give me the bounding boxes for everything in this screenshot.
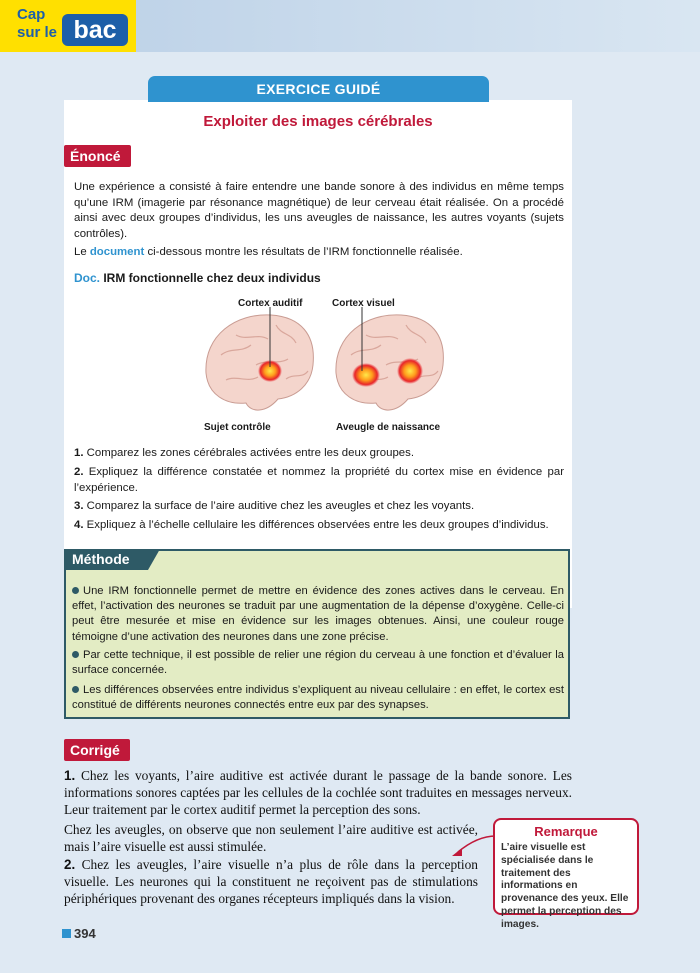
question-number: 2.: [74, 466, 84, 478]
enonce-intro: Une expérience a consisté à faire entendre une bande sonore à des individus en même temps qu’une IRM (imagerie par résonance magnétique) de leur cerveau était réalisée. On a procédé ainsi avec deux groupes d’individus, les uns aveugles de naissance, les autres voyants (sujets contrôles).: [74, 181, 564, 240]
doc-sentence-after: ci-dessous montre les résultats de l’IRM fonctionnelle réalisée.: [144, 246, 463, 258]
methode-text: Les différences observées entre individus s’expliquent au niveau cellulaire : en effet, le cortex est constitué de différents neurones connectés entre eux par des synapses.: [72, 684, 564, 712]
methode-tag: Méthode: [64, 549, 148, 570]
question-3: [74, 499, 564, 515]
remark-arrow-icon: [448, 832, 498, 862]
corrige-tag: Corrigé: [64, 739, 130, 761]
brain-illustrations: [196, 295, 466, 438]
methode-text: Une IRM fonctionnelle permet de mettre en évidence des zones actives dans le cerveau. En effet, l’activation des neurones se traduit par une augmentation de la dépense d’oxygène. Celle-ci peut être mesurée et mise en évidence sur les images obtenues. Ainsi, une couleur rouge témoigne d’une activation des neurones dans une zone précise.: [72, 585, 564, 643]
remarque-title: Remarque: [534, 824, 598, 839]
remarque-box: [493, 818, 639, 930]
doc-sentence-before: Le: [74, 246, 90, 258]
label-cortex-auditif: Cortex auditif: [238, 298, 303, 309]
question-2: [74, 465, 564, 496]
caption-blind: Aveugle de naissance: [336, 422, 441, 433]
auditory-activation-right: [352, 363, 380, 387]
cap-sur-le-bac-logo: [0, 0, 136, 52]
question-text: Comparez la surface de l’aire auditive chez les aveugles et chez les voyants.: [83, 500, 475, 512]
bullet-icon: [72, 587, 79, 594]
corrige-paragraph-3: [64, 857, 478, 907]
enonce-tag: Énoncé: [64, 145, 131, 167]
label-cortex-visuel: Cortex visuel: [332, 298, 395, 309]
page-number-text: 394: [74, 926, 96, 941]
doc-title-text: IRM fonctionnelle chez deux individus: [100, 271, 321, 285]
irm-figure: [196, 295, 466, 438]
blind-brain: [336, 307, 443, 410]
page-square-icon: [62, 929, 71, 938]
methode-item-1: [72, 584, 564, 645]
page-number: [62, 926, 96, 941]
question-number: 4.: [74, 519, 84, 531]
question-text: Expliquez la différence constatée et nommez la propriété du cortex mise en évidence par l’expérience.: [74, 466, 564, 494]
corrige-paragraph-2: Chez les aveugles, on observe que non seulement l’aire auditive est activée, mais l’aire visuelle est aussi stimulée.: [64, 822, 478, 854]
enonce-doc-sentence: [74, 245, 564, 261]
logo-line1: Cap: [17, 6, 46, 23]
exercise-banner: EXERCICE GUIDÉ: [148, 76, 489, 102]
caption-control: Sujet contrôle: [204, 422, 271, 433]
exercise-title: Exploiter des images cérébrales: [203, 113, 433, 130]
bullet-icon: [72, 651, 79, 658]
methode-text: Par cette technique, il est possible de relier une région du cerveau à une fonction et d’évaluer la surface concernée.: [72, 649, 564, 677]
question-text: Comparez les zones cérébrales activées entre les deux groupes.: [83, 447, 415, 459]
corrige-text: Chez les voyants, l’aire auditive est activée durant le passage de la bande sonore. Les informations sonores captées par les cellules de la cochlée sont traduites en messages nerveux. Leur traitement par le cortex auditif permet la perception des sons.: [64, 768, 572, 817]
visual-activation: [397, 358, 423, 384]
question-number: 3.: [74, 500, 84, 512]
question-number: 1.: [74, 447, 84, 459]
corrige-text: Chez les aveugles, l’aire visuelle n’a plus de rôle dans la perception visuelle. Les neurones qui la constituent ne reçoivent pas de stimulations périphériques provenant des organes récepteurs impliqués dans la vision.: [64, 857, 478, 906]
corrige-paragraph-1: [64, 768, 572, 818]
remarque-text: L’aire visuelle est spécialisée dans le traitement des informations en provenance des yeux. Elle permet la perception des images.: [501, 842, 629, 930]
question-text: Expliquez à l’échelle cellulaire les différences observées entre les deux groupes d’individus.: [83, 519, 549, 531]
doc-reference: document: [89, 246, 145, 258]
corrige-number: 1.: [64, 768, 76, 783]
methode-tag-tail: [148, 549, 160, 570]
logo-line2: sur le: [17, 24, 58, 41]
question-1: [74, 446, 564, 462]
methode-item-2: [72, 648, 564, 678]
methode-item-3: [72, 683, 564, 713]
bullet-icon: [72, 686, 79, 693]
question-4: [74, 518, 564, 534]
doc-label: Doc.: [74, 271, 101, 285]
corrige-number: 2.: [64, 857, 76, 872]
control-brain: [206, 307, 313, 410]
doc-title: [74, 271, 321, 285]
logo-bac: bac: [62, 14, 128, 46]
